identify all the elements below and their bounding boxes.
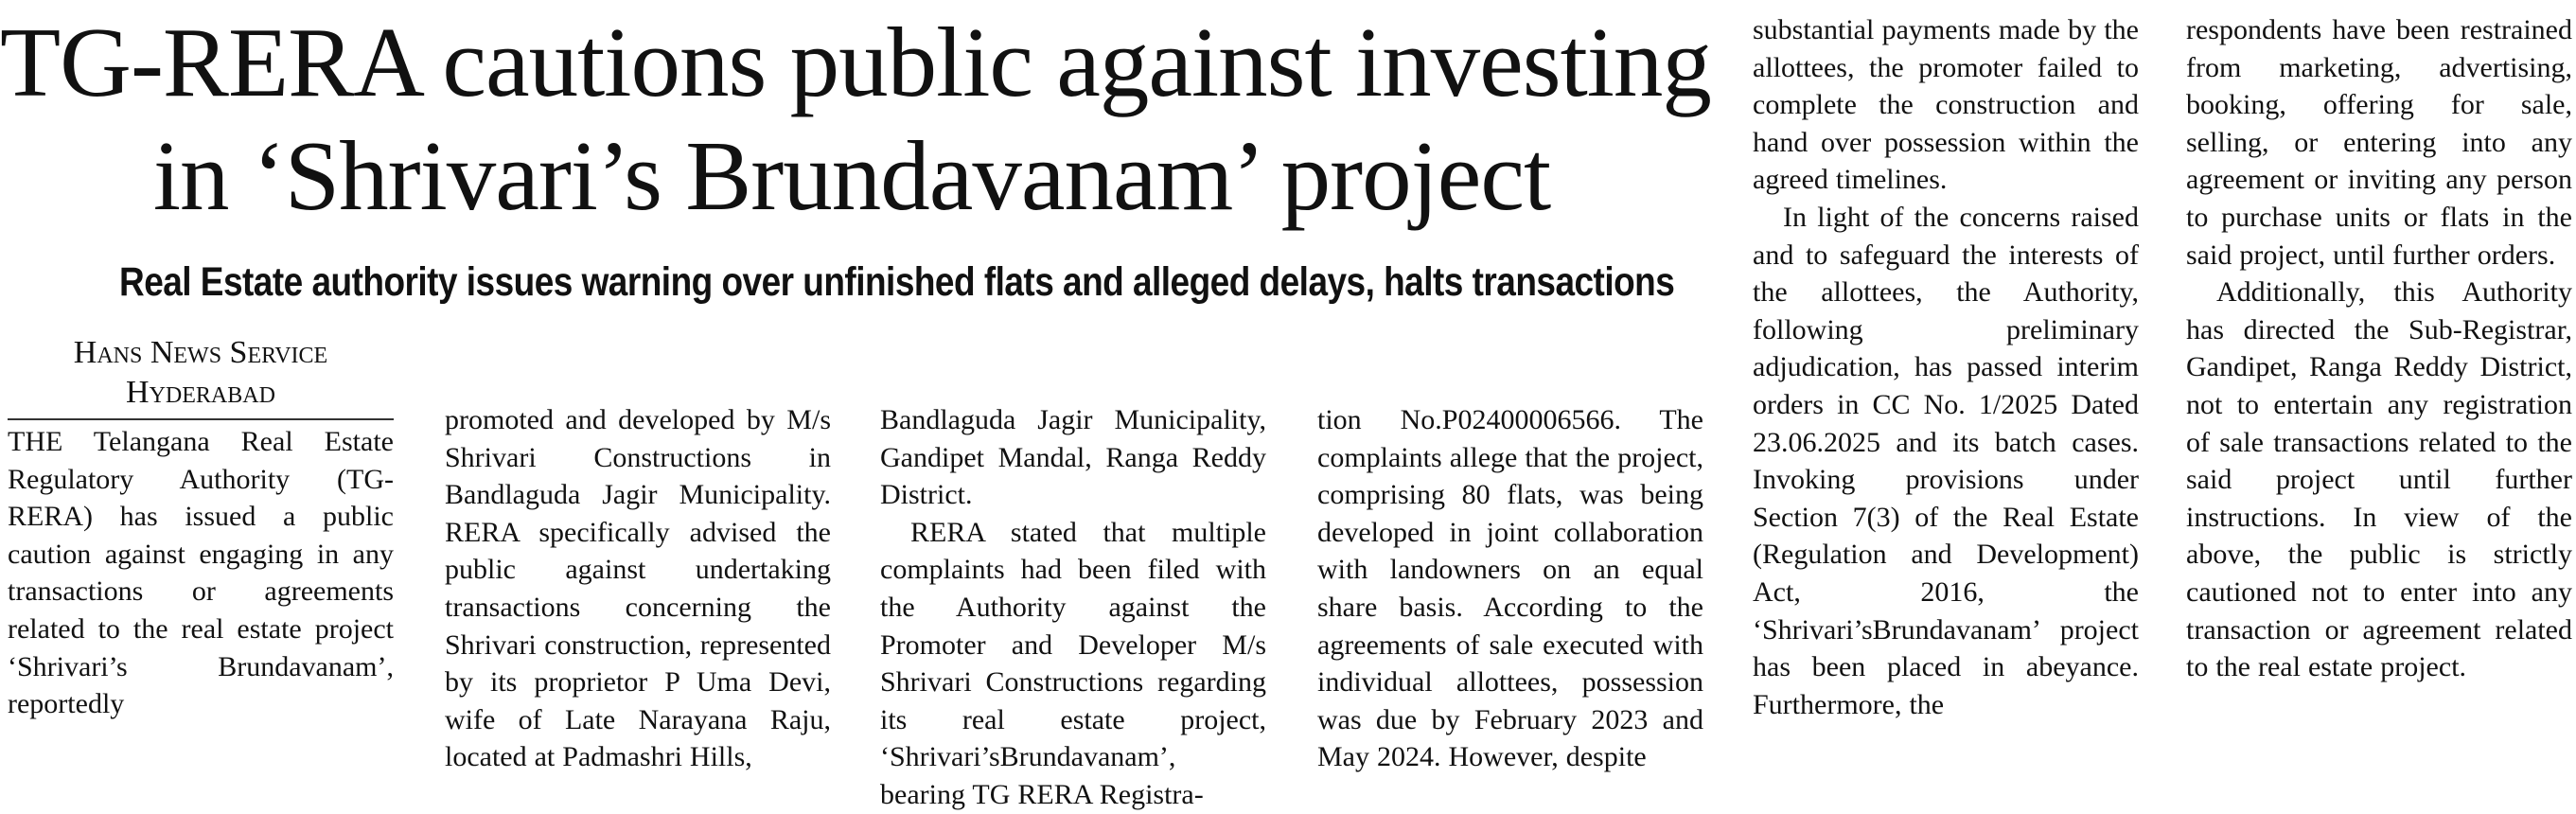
paragraph: Additionally, this Authority has directed the Sub-Registrar, Gandipet, Ranga Reddy District, not to entertain any registration of sale transactions related to the said project until further instructions. In view of the above, the public is strictly cautioned not to enter into any transaction or agreement related to the real estate project. [2186, 276, 2572, 683]
byline [8, 333, 394, 420]
headline [0, 0, 1711, 233]
article-column-4 [1317, 401, 1703, 773]
subheadline: Real Estate authority issues warning over unfinished flats and alleged delays, halts transactions [119, 259, 1675, 305]
paragraph: respondents have been restrained from marketing, advertising, booking, offering for sale, selling, or entering into any agreement or inviting any person to purchase units or flats in the said project, until further orders. [2186, 14, 2572, 271]
paragraph: tion No.P02400006566. The complaints allege that the project, comprising 80 flats, was being developed in joint collaboration with landowners on an equal share basis. According to the agreements of sale executed with individual allottees, possession was due by February 2023 and May 2024. However, despite [1317, 404, 1703, 773]
byline-agency: Hans News Service [73, 335, 328, 370]
paragraph: substantial payments made by the allottees, the promoter failed to complete the construction and hand over possession within the agreed timelines. [1753, 14, 2139, 196]
article-column-1 [8, 423, 394, 767]
article-column-5 [1753, 11, 2139, 767]
headline-line-2: in ‘Shrivari’s Brundavanam’ project [152, 120, 1551, 231]
byline-location: Hyderabad [126, 375, 275, 410]
paragraph: THE Telangana Real Estate Regulatory Authority (TG-RERA) has issued a public caution against engaging in any transactions or agreements related to the real estate project ‘Shrivari’s Brundavanam’, reportedly [8, 426, 394, 720]
paragraph: In light of the concerns raised and to safeguard the interests of the allottees, the Authority, following preliminary adjudication, has passed interim orders in CC No. 1/2025 Dated 23.06.2025 and its batch cases. Invoking provisions under Section 7(3) of the Real Estate (Regulation and Development) Act, 2016, the ‘Shrivari’sBrundavanam’ project has been placed in abeyance. Furthermore, the [1753, 201, 2139, 720]
article-column-2 [445, 401, 831, 773]
paragraph: promoted and developed by M/s Shrivari Constructions in Bandlaguda Jagir Municipality. RERA specifically advised the public against undertaking transactions concerning the Shrivari construction, represented by its proprietor P Uma Devi, wife of Late Narayana Raju, located at Padmashri Hills, [445, 404, 831, 773]
article-column-3 [880, 401, 1266, 810]
article-column-6 [2186, 11, 2572, 767]
headline-line-1: TG-RERA cautions public against investing [0, 7, 1711, 117]
paragraph: RERA stated that multiple complaints had been filed with the Authority against the Promoter and Developer M/s Shrivari Constructions regarding its real estate project, ‘Shrivari’sBrundavanam’, bearing TG RERA Registra- [880, 516, 1266, 810]
paragraph: Bandlaguda Jagir Municipality, Gandipet Mandal, Ranga Reddy District. [880, 404, 1266, 511]
